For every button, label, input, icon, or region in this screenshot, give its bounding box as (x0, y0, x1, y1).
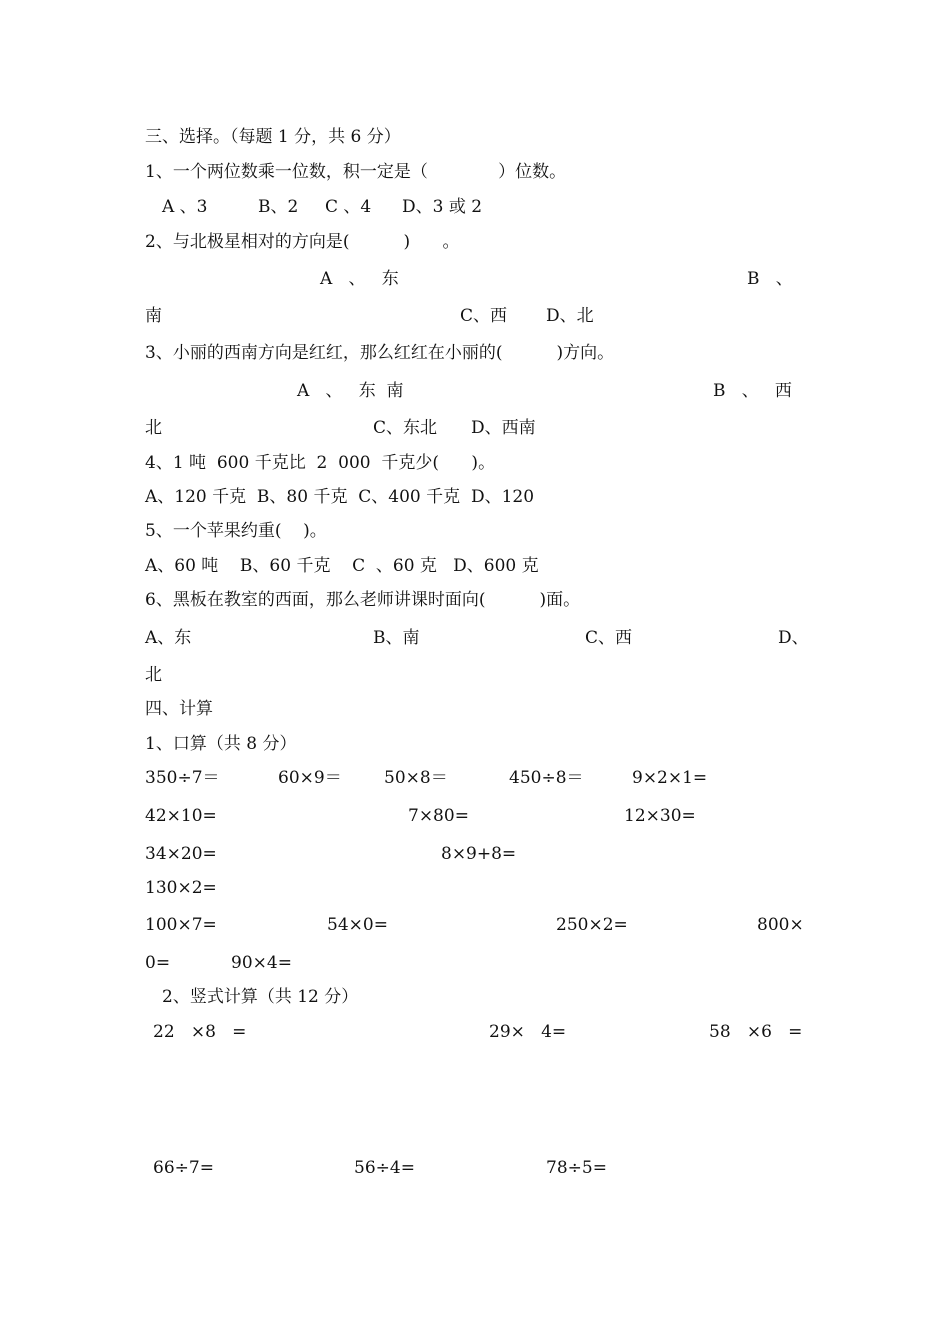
q3-option-d: D、西南 (471, 418, 536, 438)
q3-option-a: A 、 东 南 (297, 381, 404, 401)
q3-option-b-continued: 北 (145, 418, 162, 438)
q3-option-b: B 、 西 (713, 381, 792, 401)
oral-item: 60×9＝ (278, 768, 342, 788)
q6-option-d-continued: 北 (145, 665, 162, 685)
section-3-title: 三、选择。（每题 1 分，共 6 分） (145, 127, 401, 147)
q1-option-a: A 、3 (162, 197, 208, 217)
vertical-item: 78÷5= (546, 1158, 607, 1178)
oral-item: 350÷7＝ (145, 768, 220, 788)
question-6-stem: 6、黑板在教室的西面，那么老师讲课时面向( )面。 (145, 590, 581, 610)
oral-item: 7×80= (408, 806, 469, 826)
oral-item: 54×0= (327, 915, 388, 935)
section-4-title: 四、计算 (145, 699, 213, 719)
oral-item: 90×4= (231, 953, 292, 973)
vertical-item: 58 ×6 = (709, 1022, 803, 1042)
question-3-stem: 3、小丽的西南方向是红红，那么红红在小丽的( )方向。 (145, 343, 615, 363)
q2-option-a: A 、 东 (320, 269, 399, 289)
question-5-stem: 5、一个苹果约重( )。 (145, 521, 327, 541)
q4-options: A、120 千克 B、80 千克 C、400 千克 D、120 (145, 487, 535, 507)
q2-option-d: D、北 (546, 306, 594, 326)
question-1-stem: 1、一个两位数乘一位数，积一定是（ ）位数。 (145, 162, 567, 182)
oral-item: 130×2= (145, 878, 217, 898)
vertical-calc-title: 2、竖式计算（共 12 分） (162, 987, 359, 1007)
q1-option-d: D、3 或 2 (402, 197, 483, 217)
q6-option-a: A、东 (145, 628, 192, 648)
oral-item: 450÷8＝ (509, 768, 584, 788)
vertical-item: 66÷7= (153, 1158, 214, 1178)
q6-option-d: D、 (778, 628, 809, 648)
q3-option-c: C、东北 (373, 418, 438, 438)
question-4-stem: 4、1 吨 600 千克比 2 000 千克少( )。 (145, 453, 496, 473)
oral-item: 34×20= (145, 844, 217, 864)
oral-item: 250×2= (556, 915, 628, 935)
q5-options: A、60 吨 B、60 千克 C 、60 克 D、600 克 (145, 556, 539, 576)
oral-item: 8×9+8= (441, 844, 517, 864)
oral-item: 9×2×1= (632, 768, 708, 788)
oral-item: 800× (757, 915, 804, 935)
oral-item: 12×30= (624, 806, 696, 826)
q2-option-c: C、西 (460, 306, 508, 326)
q1-option-c: C 、4 (325, 197, 372, 217)
q1-option-b: B、2 (258, 197, 299, 217)
vertical-item: 56÷4= (354, 1158, 415, 1178)
oral-item: 42×10= (145, 806, 217, 826)
q2-option-b-continued: 南 (145, 306, 162, 326)
oral-item: 0= (145, 953, 171, 973)
q6-option-c: C、西 (585, 628, 633, 648)
question-2-stem: 2、与北极星相对的方向是( ) 。 (145, 232, 460, 252)
vertical-item: 22 ×8 = (153, 1022, 247, 1042)
vertical-item: 29× 4= (489, 1022, 567, 1042)
q6-option-b: B、南 (373, 628, 420, 648)
oral-item: 100×7= (145, 915, 217, 935)
oral-item: 50×8＝ (384, 768, 448, 788)
oral-calc-title: 1、口算（共 8 分） (145, 734, 297, 754)
q2-option-b: B 、 (747, 269, 793, 289)
